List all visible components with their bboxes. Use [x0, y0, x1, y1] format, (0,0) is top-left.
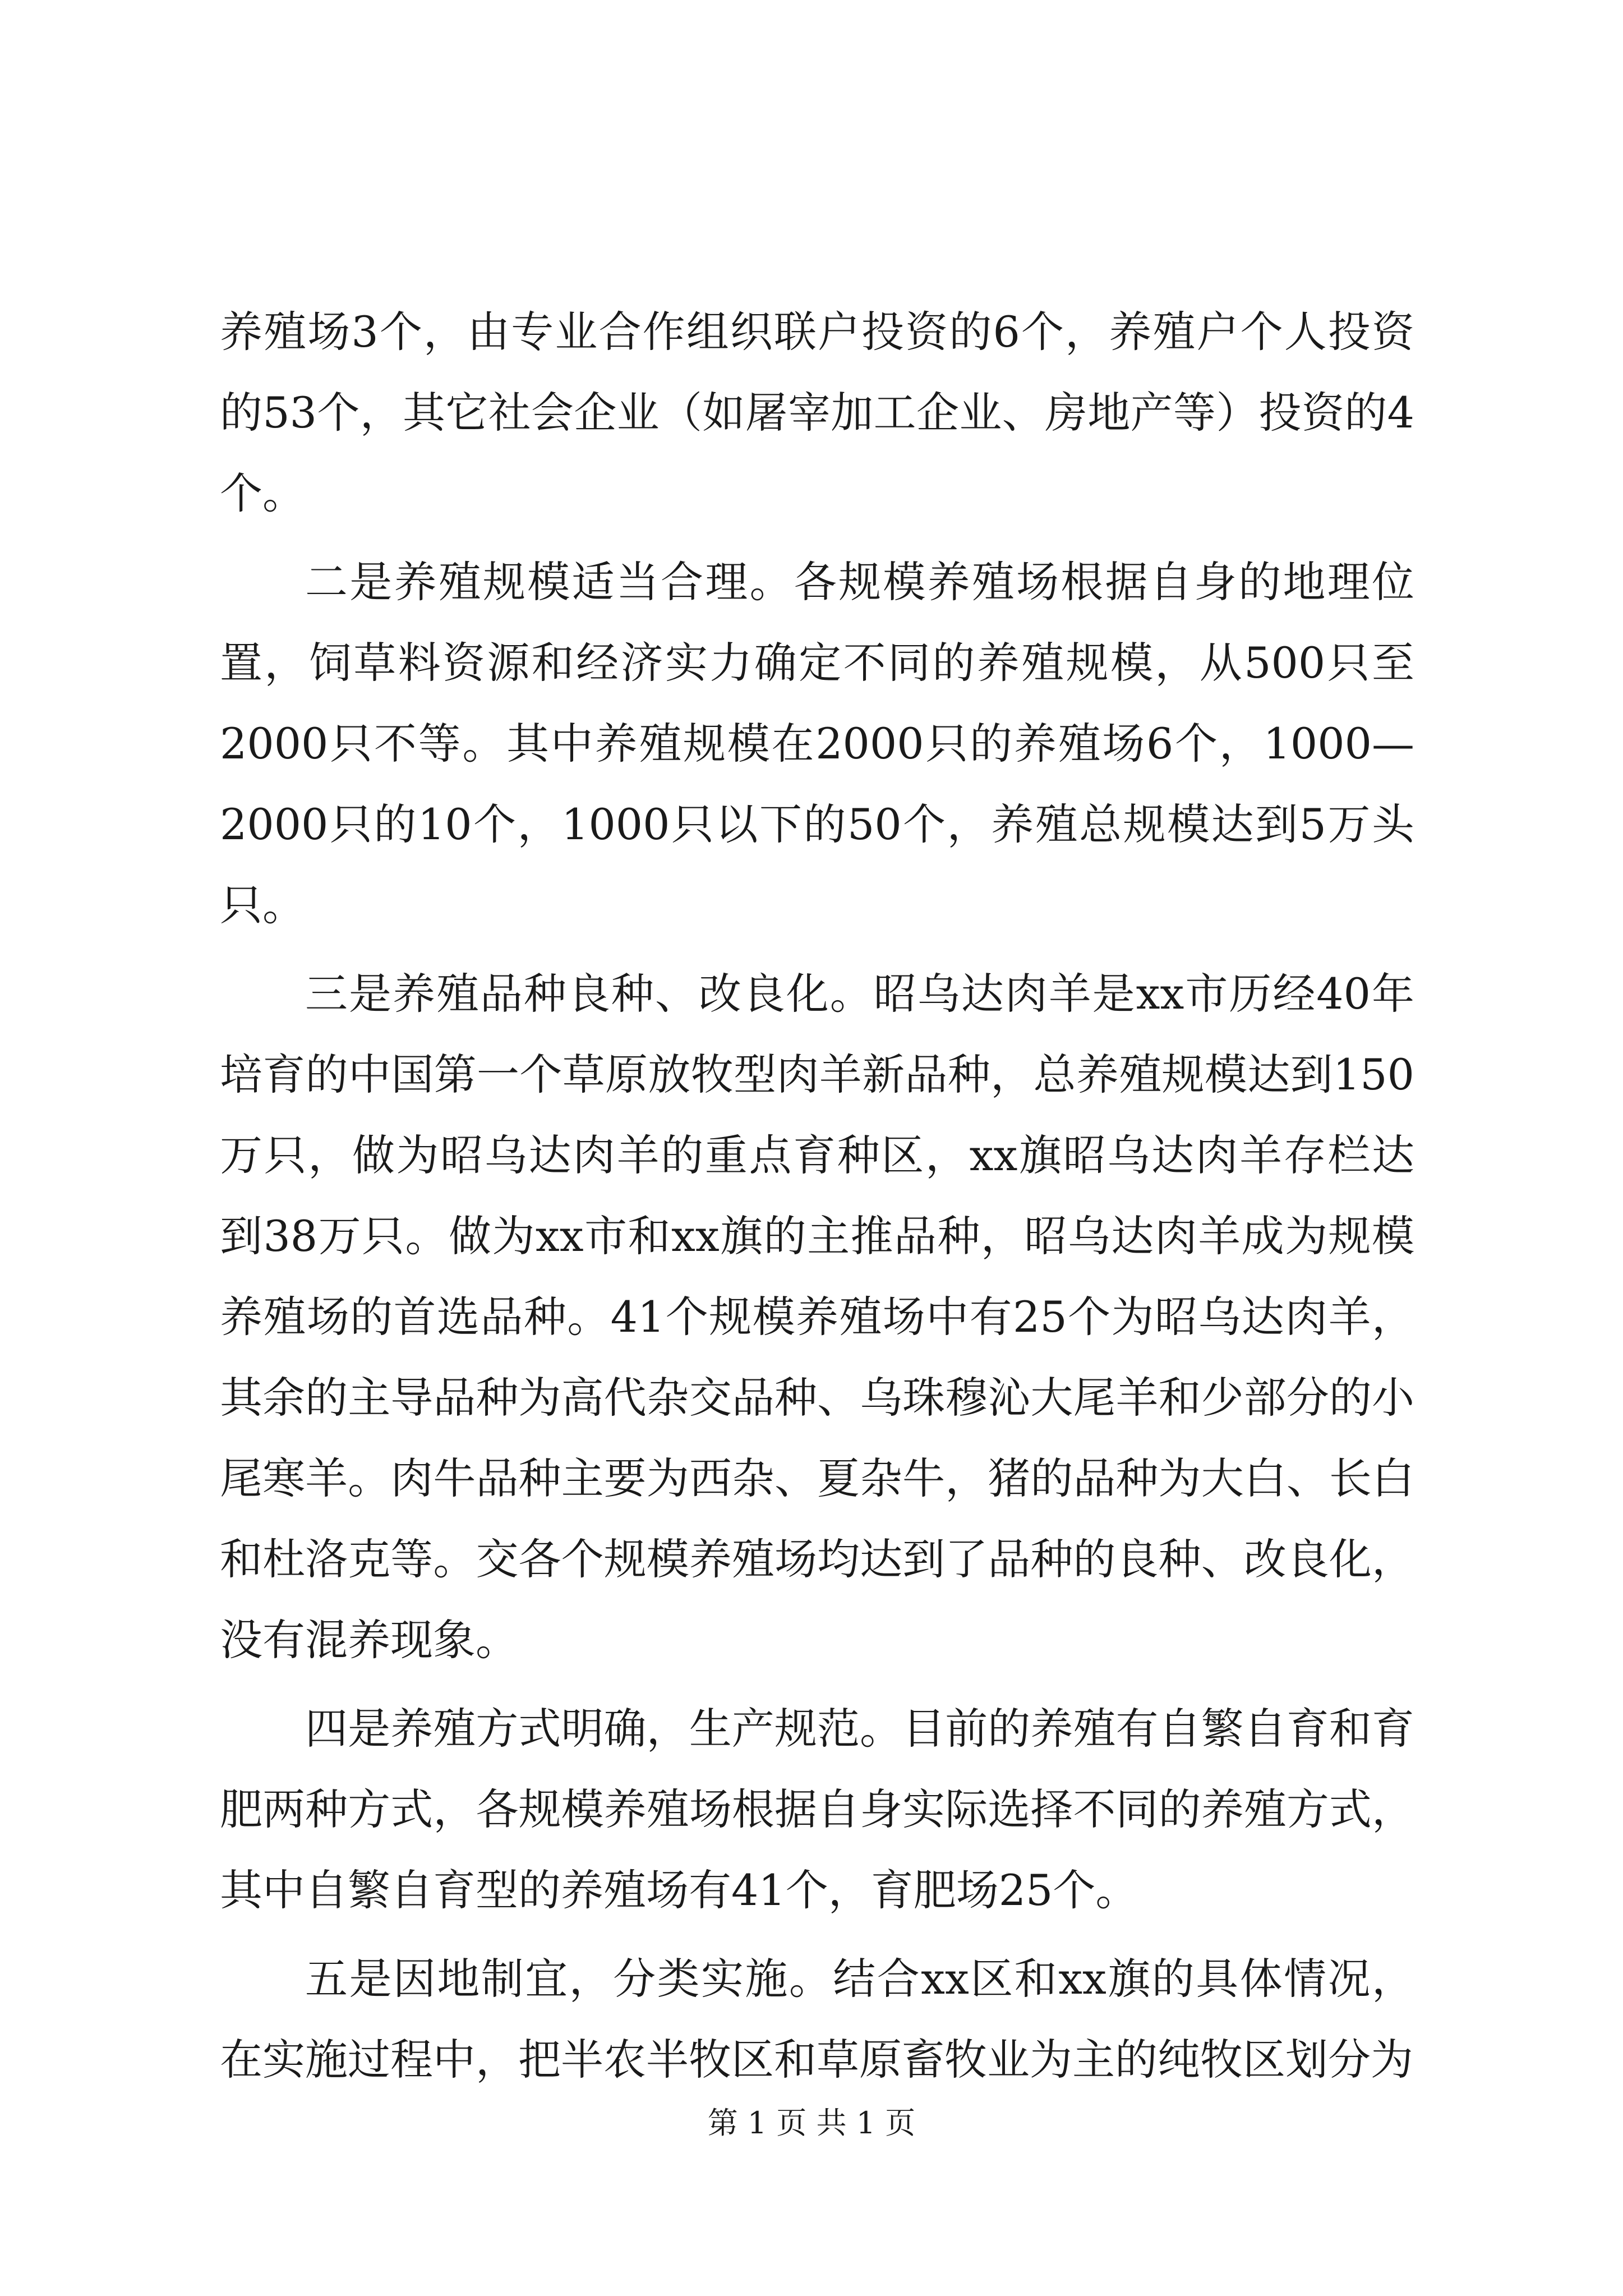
paragraph-methods: 四是养殖方式明确，生产规范。目前的养殖有自繁自育和育肥两种方式，各规模养殖场根据自身实际选择不同的养殖方式，其中自繁自育型的养殖场有41个，育肥场25个。	[220, 1704, 1414, 1915]
paragraph-breeds: 三是养殖品种良种、改良化。昭乌达肉羊是xx市历经40年培育的中国第一个草原放牧型肉羊新品种，总养殖规模达到150万只，做为昭乌达肉羊的重点育种区，xx旗昭乌达肉羊存栏达到38万只。做为xx市和xx旗的主推品种，昭乌达肉羊成为规模养殖场的首选品种。41个规模养殖场中有25个为昭乌达肉羊，其余的主导品种为高代杂交品种、乌珠穆沁大尾羊和少部分的小尾寒羊。肉牛品种主要为西杂、夏杂牛，猪的品种为大白、长白和杜洛克等。交各个规模养殖场均达到了品种的良种、改良化，没有混养现象。	[220, 969, 1414, 1665]
page-footer: 第 1 页 共 1 页	[707, 2105, 916, 2141]
paragraph-scale: 二是养殖规模适当合理。各规模养殖场根据自身的地理位置，饲草料资源和经济实力确定不同的养殖规模，从500只至2000只不等。其中养殖规模在2000只的养殖场6个，1000—2000只的10个，1000只以下的50个，养殖总规模达到5万头只。	[220, 557, 1414, 930]
document-body	[220, 292, 1414, 2100]
paragraph-local-conditions: 五是因地制宜，分类实施。结合xx区和xx旗的具体情况，在实施过程中，把半农半牧区和草原畜牧业为主的纯牧区划分为	[220, 1954, 1414, 2085]
paragraph-continuation: 养殖场3个，由专业合作组织联户投资的6个，养殖户个人投资的53个，其它社会企业（如屠宰加工企业、房地产等）投资的4个。	[220, 307, 1414, 518]
